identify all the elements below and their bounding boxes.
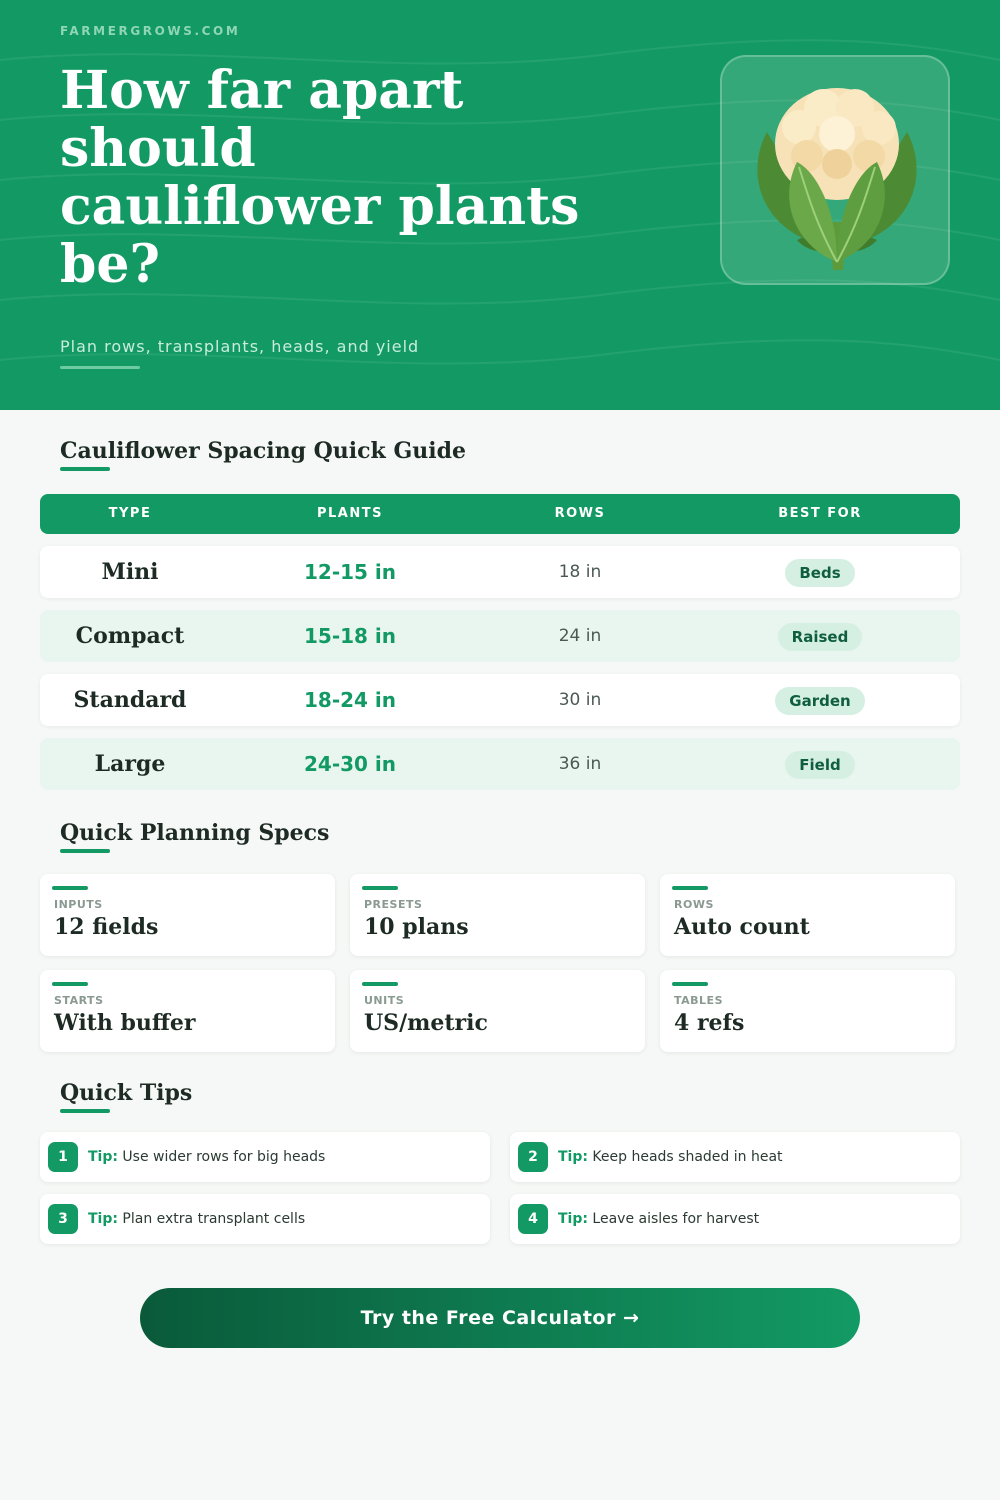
table-row: [40, 610, 960, 662]
spec-accent: [52, 982, 88, 986]
try-calculator-button[interactable]: Try the Free Calculator →: [140, 1288, 860, 1348]
plants-cell: 15-18 in: [303, 624, 397, 648]
spec-label: ROWS: [674, 898, 714, 911]
best-for-badge: Field: [785, 751, 854, 779]
type-cell: Large: [94, 751, 166, 777]
tip-prefix: Tip:: [88, 1149, 118, 1165]
plants-cell: 18-24 in: [303, 688, 397, 712]
spec-card: [660, 970, 955, 1052]
tip-number: 3: [48, 1204, 78, 1234]
spec-label: STARTS: [54, 994, 104, 1007]
spec-accent: [672, 982, 708, 986]
type-cell: Compact: [75, 623, 185, 649]
spec-card: [660, 874, 955, 956]
tip-text: [88, 1194, 305, 1244]
best-for-cell: [730, 610, 910, 662]
best-for-badge: Beds: [785, 559, 854, 587]
best-for-badge: Garden: [775, 687, 864, 715]
spec-label: TABLES: [674, 994, 723, 1007]
spec-value: 10 plans: [364, 914, 469, 940]
tip-body: Use wider rows for big heads: [122, 1149, 326, 1165]
tip-number: 2: [518, 1142, 548, 1172]
spec-label: INPUTS: [54, 898, 103, 911]
tip-number: 4: [518, 1204, 548, 1234]
table-row: [40, 738, 960, 790]
subtitle-underline: [60, 366, 140, 369]
tip-body: Keep heads shaded in heat: [592, 1149, 783, 1165]
column-header-type: TYPE: [108, 506, 152, 521]
best-for-badge: Raised: [778, 623, 863, 651]
guide-title: Cauliflower Spacing Quick Guide: [60, 438, 466, 464]
tip-number: 1: [48, 1142, 78, 1172]
best-for-cell: [730, 546, 910, 598]
rows-cell: 18 in: [558, 562, 602, 582]
tip-prefix: Tip:: [558, 1211, 588, 1227]
table-row: [40, 674, 960, 726]
table-row: [40, 546, 960, 598]
spec-accent: [52, 886, 88, 890]
spec-card: [350, 874, 645, 956]
tip-card: [40, 1194, 490, 1244]
column-header-plants: PLANTS: [317, 506, 383, 521]
tip-body: Plan extra transplant cells: [122, 1211, 306, 1227]
spec-value: 12 fields: [54, 914, 159, 940]
spec-value: 4 refs: [674, 1010, 745, 1036]
rows-cell: 36 in: [558, 754, 602, 774]
site-name: FARMERGROWS.COM: [60, 24, 241, 38]
tip-text: [88, 1132, 325, 1182]
plants-cell: 12-15 in: [303, 560, 397, 584]
spec-accent: [362, 982, 398, 986]
tip-body: Leave aisles for harvest: [592, 1211, 760, 1227]
type-cell: Mini: [101, 559, 159, 585]
hero-banner: [0, 0, 1000, 410]
type-cell: Standard: [73, 687, 187, 713]
tip-prefix: Tip:: [88, 1211, 118, 1227]
table-header: [40, 494, 960, 534]
tip-text: [558, 1194, 759, 1244]
spec-value: US/metric: [364, 1010, 488, 1036]
column-header-best-for: BEST FOR: [778, 506, 862, 521]
page-title: How far apart should cauliflower plants be?: [60, 60, 580, 295]
specs-title: Quick Planning Specs: [60, 820, 330, 846]
spec-label: UNITS: [364, 994, 405, 1007]
spec-value: Auto count: [674, 914, 810, 940]
spec-card: [350, 970, 645, 1052]
tip-card: [510, 1132, 960, 1182]
page-subtitle: Plan rows, transplants, heads, and yield: [60, 337, 420, 356]
spec-accent: [362, 886, 398, 890]
tip-text: [558, 1132, 783, 1182]
guide-title-bar: [60, 467, 110, 471]
spec-label: PRESETS: [364, 898, 423, 911]
tip-prefix: Tip:: [558, 1149, 588, 1165]
spec-accent: [672, 886, 708, 890]
spec-card: [40, 874, 335, 956]
best-for-cell: [730, 738, 910, 790]
rows-cell: 24 in: [558, 626, 602, 646]
tip-card: [40, 1132, 490, 1182]
cauliflower-icon: [737, 72, 937, 272]
plants-cell: 24-30 in: [303, 752, 397, 776]
best-for-cell: [730, 674, 910, 726]
tip-card: [510, 1194, 960, 1244]
spec-card: [40, 970, 335, 1052]
specs-title-bar: [60, 849, 110, 853]
tips-title: Quick Tips: [60, 1080, 193, 1106]
tips-title-bar: [60, 1109, 110, 1113]
hero-image-card: [720, 55, 950, 285]
rows-cell: 30 in: [558, 690, 602, 710]
spec-value: With buffer: [54, 1010, 196, 1036]
column-header-rows: ROWS: [554, 506, 606, 521]
